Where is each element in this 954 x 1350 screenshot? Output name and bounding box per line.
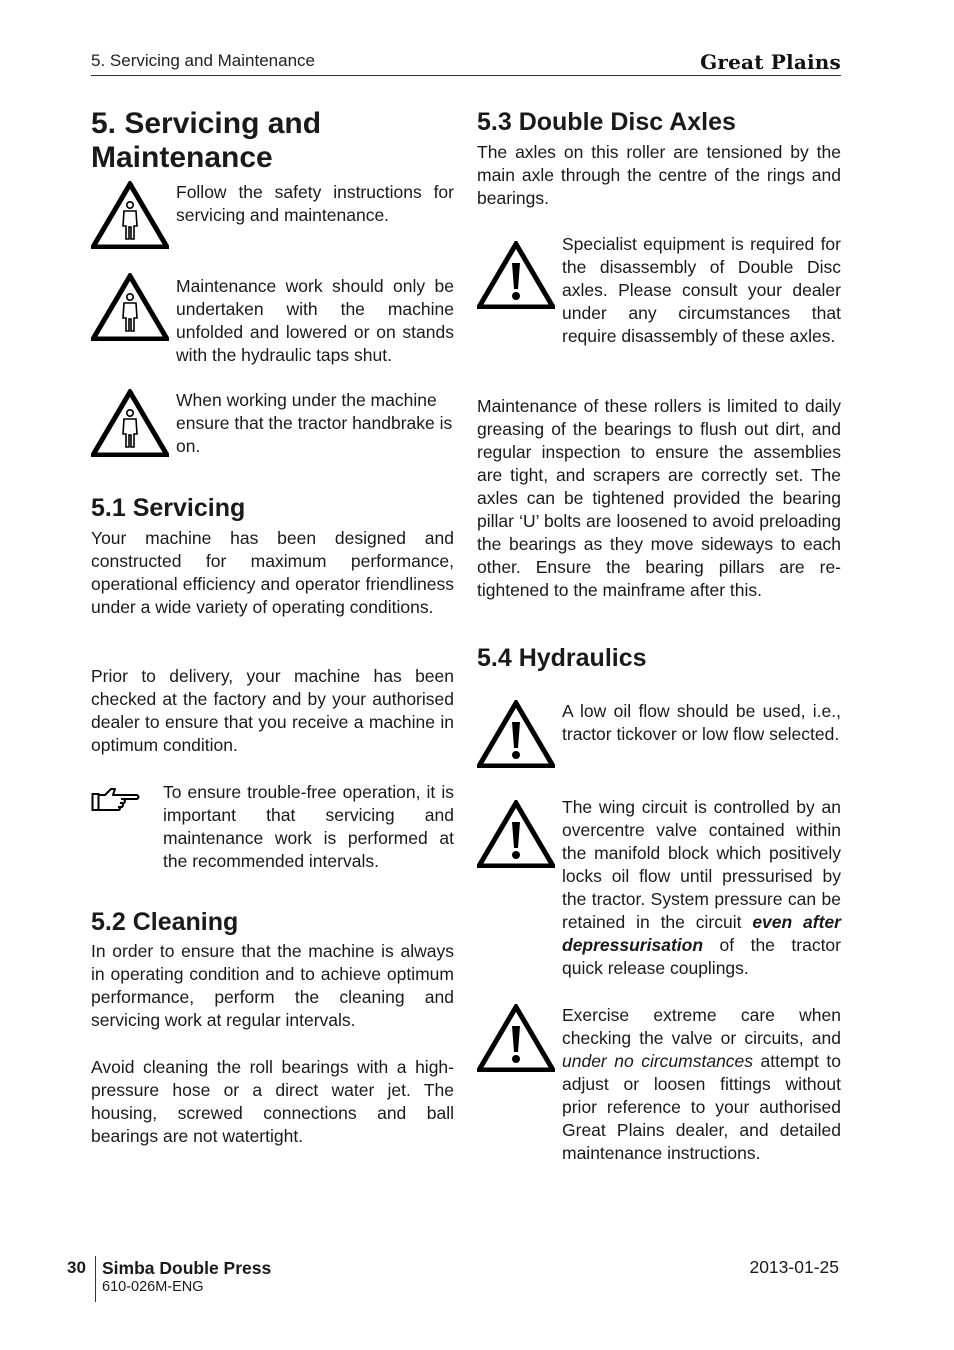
exclamation-warning-icon: [477, 800, 555, 868]
section-heading-servicing: 5.1 Servicing: [91, 494, 246, 522]
servicing-paragraph-2: Prior to delivery, your machine has been checked at the factory and by your authorised dealer to ensure that you receive a machine in optimum condition.: [91, 666, 454, 755]
hydraulics-warning-2: [477, 796, 841, 986]
person-warning-icon: [91, 389, 169, 457]
hydraulics-warning-3: [477, 1004, 841, 1170]
footer-date: 2013-01-25: [749, 1257, 839, 1277]
footer-doc-code: 610-026M-ENG: [102, 1279, 204, 1295]
warning-text-part: attempt to adjust or loosen fittings without prior reference to your authorised Great Plains dealer, and detailed maintenance instructions.: [562, 1051, 841, 1163]
hydraulics-warning-text: [562, 796, 841, 980]
footer-product: Simba Double Press: [102, 1258, 272, 1278]
servicing-note: [91, 781, 454, 877]
cleaning-paragraph-2: Avoid cleaning the roll bearings with a high-pressure hose or a direct water jet. The housing, screwed connections and ball bearings are not watertight.: [91, 1057, 454, 1146]
exclamation-warning-icon: [477, 241, 555, 309]
person-warning-icon: [91, 181, 169, 249]
hydraulics-warning-text: [562, 1004, 841, 1165]
hydraulics-warning-text: A low oil flow should be used, i.e., tractor tickover or low flow selected.: [562, 701, 841, 744]
page-title: 5. Servicing and Maintenance: [91, 107, 322, 174]
axles-warning: [477, 233, 841, 373]
footer-divider: [95, 1256, 96, 1302]
warning-text-part: of the tractor quick release couplings.: [562, 935, 841, 978]
hydraulics-warning-1: [477, 700, 841, 772]
servicing-paragraph-1: Your machine has been designed and constructed for maximum performance, operational efficiency and operator friendliness under a wide variety of operating conditions.: [91, 528, 454, 617]
exclamation-warning-icon: [477, 1004, 555, 1072]
section-heading-axles: 5.3 Double Disc Axles: [477, 108, 736, 136]
servicing-note-text: To ensure trouble-free operation, it is important that servicing and maintenance work is performed at the recommended intervals.: [163, 782, 454, 871]
exclamation-warning-icon: [477, 700, 555, 768]
safety-note-1: [91, 181, 454, 251]
section-heading-hydraulics: 5.4 Hydraulics: [477, 644, 647, 672]
brand-logo: Great Plains: [700, 50, 841, 74]
person-warning-icon: [91, 273, 169, 341]
axles-warning-text: Specialist equipment is required for the disassembly of Double Disc axles. Please consult your dealer under any circumstances that require disassembly of these axles.: [562, 234, 841, 346]
safety-note-text: When working under the machine ensure that the tractor handbrake is on.: [176, 390, 453, 456]
safety-note-text: Follow the safety instructions for servicing and maintenance.: [176, 182, 454, 225]
header-rule: [91, 75, 841, 76]
axles-paragraph: Maintenance of these rollers is limited to daily greasing of the bearings to flush out dirt, and regular inspection to ensure the assemblies are tight, and scrapers are correctly set. The axles can be tightened provided the bearing pillar ‘U’ bolts are loosened to avoid preloading the bearings as they move sideways to each other. Ensure the bearing pillars are re-tightened to the mainframe after this.: [477, 396, 841, 600]
warning-text-part: Exercise extreme care when checking the valve or circuits, and: [562, 1005, 841, 1048]
warning-text-part: The wing circuit is controlled by an overcentre valve contained within the manifold block which positively locks oil flow until pressurised by the tractor. System pressure can be retained in the circuit: [562, 797, 841, 932]
safety-note-3: [91, 389, 454, 459]
axles-intro: The axles on this roller are tensioned by the main axle through the centre of the rings and bearings.: [477, 142, 841, 208]
warning-emphasis: even after depressurisation: [562, 912, 841, 955]
warning-emphasis: under no circumstances: [562, 1051, 754, 1071]
pointing-hand-icon: [91, 785, 141, 813]
safety-note-text: Maintenance work should only be undertaken with the machine unfolded and lowered or on stands with the hydraulic taps shut.: [176, 276, 454, 365]
running-header: 5. Servicing and Maintenance: [91, 51, 315, 70]
safety-note-2: [91, 273, 454, 373]
section-heading-cleaning: 5.2 Cleaning: [91, 908, 239, 936]
page-number: 30: [67, 1258, 86, 1277]
cleaning-paragraph-1: In order to ensure that the machine is always in operating condition and to achieve optimum performance, perform the cleaning and servicing work at regular intervals.: [91, 941, 454, 1030]
